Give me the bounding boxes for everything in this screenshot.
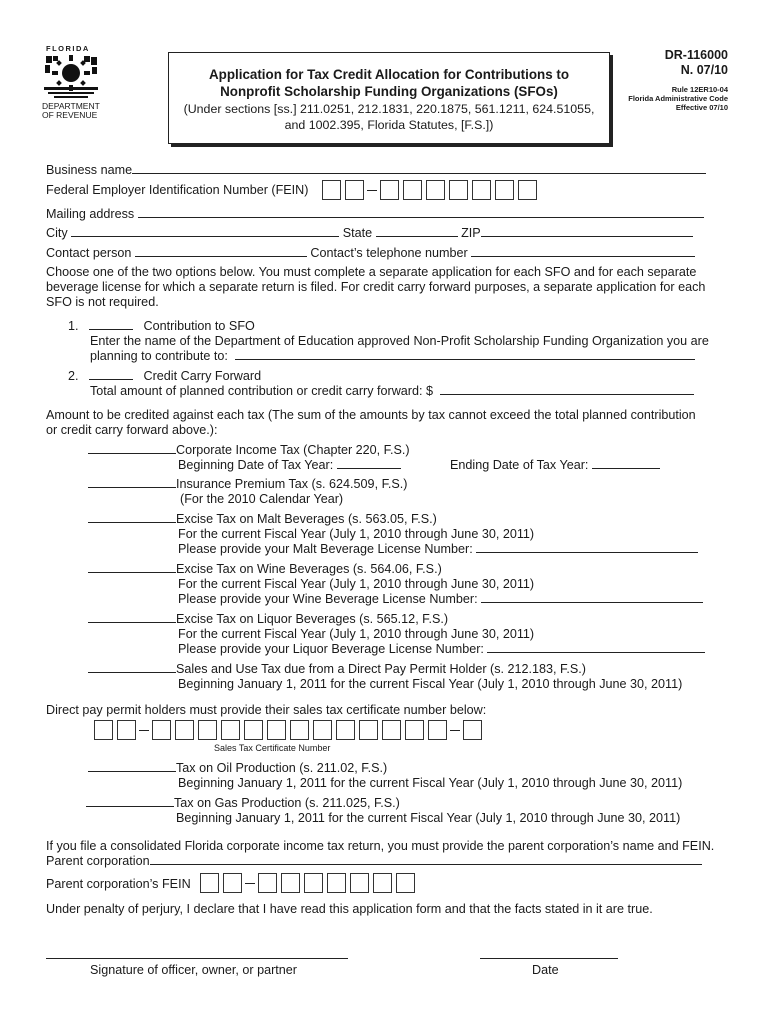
fein-box[interactable] [518,180,537,200]
fein-box[interactable] [495,180,514,200]
amount-intro-line2: or credit carry forward above.): [46,423,218,437]
declaration: Under penalty of perjury, I declare that I have read this application form and that the facts stated in it are true. [46,902,653,916]
option1-number: 1. [68,319,79,333]
parent-fein-box[interactable] [223,873,242,893]
ins-tax-amount-field[interactable] [88,476,176,488]
fein-box[interactable] [345,180,364,200]
wine-fy: For the current Fiscal Year (July 1, 2010 through June 30, 2011) [178,577,535,591]
parent-fein-box[interactable] [258,873,277,893]
option1-desc1: Enter the name of the Department of Education approved Non-Profit Scholarship Funding Organization you are [90,334,709,348]
cert-dash [139,730,149,731]
cert-dash [450,730,460,731]
option2-number: 2. [68,369,79,383]
sales-cert-boxes [94,720,486,740]
gas-tax-row [86,795,400,811]
contact-person-label: Contact person [46,246,132,260]
business-name-row [46,162,706,178]
cert-box[interactable] [313,720,332,740]
effective-date: Effective 07/10 [675,103,728,112]
intro-line3: SFO is not required. [46,295,159,309]
contact-row [46,245,695,261]
contact-phone-field[interactable] [471,245,695,257]
sales-tax-row [88,661,586,677]
logo-florida-text: FLORIDA [46,44,90,53]
parent-fein-dash [245,883,255,884]
zip-label: ZIP [461,226,481,240]
cert-box[interactable] [267,720,286,740]
signature-line[interactable] [46,958,348,959]
parent-name-field[interactable] [150,853,702,865]
cert-box[interactable] [428,720,447,740]
liquor-fy: For the current Fiscal Year (July 1, 2010 through June 30, 2011) [178,627,535,641]
city-field[interactable] [71,225,339,237]
fein-boxes [322,180,541,200]
sfo-name-field[interactable] [235,348,695,360]
mailing-address-row [46,206,704,222]
corp-tax-row [88,442,410,458]
fein-box[interactable] [403,180,422,200]
signature-label: Signature of officer, owner, or partner [90,963,297,977]
option2-check-field[interactable] [89,368,133,380]
fein-box[interactable] [426,180,445,200]
direct-pay-note: Direct pay permit holders must provide their sales tax certificate number below: [46,703,487,717]
malt-tax-amount-field[interactable] [88,511,176,523]
cert-box[interactable] [359,720,378,740]
cert-box[interactable] [463,720,482,740]
cert-box[interactable] [175,720,194,740]
sales-tax-amount-field[interactable] [88,661,176,673]
cert-box[interactable] [290,720,309,740]
malt-license-field[interactable] [476,541,698,553]
logo-revenue-text: OF REVENUE [42,110,98,120]
option2-label: Credit Carry Forward [143,369,262,383]
malt-tax-row [88,511,437,527]
ins-tax-label: Insurance Premium Tax (s. 624.509, F.S.) [176,477,408,491]
logo-department-text: DEPARTMENT [42,101,100,111]
corp-end-label: Ending Date of Tax Year: [450,458,589,472]
date-label: Date [532,963,559,977]
malt-fy: For the current Fiscal Year (July 1, 2010 through June 30, 2011) [178,527,535,541]
parent-name-row [46,853,702,869]
business-name-field[interactable] [132,162,706,174]
parent-fein-box[interactable] [200,873,219,893]
zip-field[interactable] [481,225,693,237]
corp-tax-amount-field[interactable] [88,442,176,454]
business-name-label: Business name [46,163,133,177]
wine-tax-label: Excise Tax on Wine Beverages (s. 564.06, F.S.) [176,562,442,576]
cert-box[interactable] [152,720,171,740]
wine-tax-amount-field[interactable] [88,561,176,573]
admin-code: Florida Administrative Code [628,94,728,103]
form-subtitle-line1: (Under sections [ss.] 211.0251, 212.1831, 220.1875, 561.1211, 624.51055, [183,102,595,116]
cert-box[interactable] [336,720,355,740]
oil-begin: Beginning January 1, 2011 for the current Fiscal Year (July 1, 2010 through June 30, 2011) [178,776,683,790]
corp-begin-label: Beginning Date of Tax Year: [178,458,334,472]
cert-box[interactable] [244,720,263,740]
wine-license-label: Please provide your Wine Beverage License Number: [178,592,478,606]
corp-end-field[interactable] [592,457,660,469]
city-label: City [46,226,68,240]
contact-person-field[interactable] [135,245,307,257]
parent-fein-box[interactable] [373,873,392,893]
mailing-address-label: Mailing address [46,207,135,221]
liquor-license-field[interactable] [487,641,705,653]
fein-box[interactable] [449,180,468,200]
parent-fein-label: Parent corporation’s FEIN [46,877,191,891]
cert-box[interactable] [382,720,401,740]
form-revision: N. 07/10 [680,63,728,77]
option2-row [68,368,261,384]
contact-phone-label: Contact’s telephone number [310,246,468,260]
ins-tax-row [88,476,407,492]
parent-note: If you file a consolidated Florida corporate income tax return, you must provide the parent corporation’s name and FEIN. [46,839,715,853]
corp-tax-label: Corporate Income Tax (Chapter 220, F.S.) [176,443,410,457]
cert-box[interactable] [117,720,136,740]
corp-end-row [450,457,660,473]
liquor-tax-row [88,611,448,627]
gas-tax-label: Tax on Gas Production (s. 211.025, F.S.) [174,796,400,810]
option1-desc2-row [90,348,695,364]
parent-fein-box[interactable] [327,873,346,893]
parent-fein-box[interactable] [350,873,369,893]
cert-box[interactable] [405,720,424,740]
option1-check-field[interactable] [89,318,133,330]
fein-dash [367,190,377,191]
malt-license-label: Please provide your Malt Beverage License Number: [178,542,473,556]
parent-fein-box[interactable] [304,873,323,893]
sales-begin: Beginning January 1, 2011 for the current Fiscal Year (July 1, 2010 through June 30, 2011) [178,677,683,691]
parent-fein-box[interactable] [396,873,415,893]
gas-begin: Beginning January 1, 2011 for the current Fiscal Year (July 1, 2010 through June 30, 2011) [176,811,681,825]
liquor-tax-label: Excise Tax on Liquor Beverages (s. 565.12, F.S.) [176,612,449,626]
sales-cert-caption: Sales Tax Certificate Number [214,743,331,753]
liquor-tax-amount-field[interactable] [88,611,176,623]
liquor-license-label: Please provide your Liquor Beverage License Number: [178,642,484,656]
fein-box[interactable] [380,180,399,200]
form-subtitle-line2: and 1002.395, Florida Statutes, [F.S.]) [284,118,494,132]
fein-box[interactable] [472,180,491,200]
option1-row [68,318,255,334]
wine-tax-row [88,561,442,577]
malt-license-row [178,541,698,557]
cert-box[interactable] [94,720,113,740]
mailing-address-field[interactable] [138,206,704,218]
sun-emblem-icon [42,53,100,99]
malt-tax-label: Excise Tax on Malt Beverages (s. 563.05, F.S.) [176,512,437,526]
parent-name-label: Parent corporation [46,854,150,868]
corp-begin-row [178,457,401,473]
gas-tax-amount-field[interactable] [86,795,174,807]
cert-box[interactable] [198,720,217,740]
form-number: DR-116000 [664,48,728,62]
oil-tax-amount-field[interactable] [88,760,176,772]
amount-intro-line1: Amount to be credited against each tax (The sum of the amounts by tax cannot exceed the total planned contribution [46,408,696,422]
oil-tax-row [88,760,387,776]
form-title-line2: Nonprofit Scholarship Funding Organizations (SFOs) [220,84,558,99]
fein-box[interactable] [322,180,341,200]
parent-fein-box[interactable] [281,873,300,893]
florida-dor-logo [42,44,102,124]
city-state-zip-row [46,225,693,241]
state-field[interactable] [376,225,458,237]
wine-license-field[interactable] [481,591,703,603]
cert-box[interactable] [221,720,240,740]
intro-line1: Choose one of the two options below. You must complete a separate application for each SFO and for each separate [46,265,697,279]
rule-number: Rule 12ER10-04 [671,85,728,94]
option1-desc2: planning to contribute to: [90,349,228,363]
form-title-line1: Application for Tax Credit Allocation for Contributions to [208,67,570,82]
parent-fein-boxes [200,873,419,893]
option2-desc: Total amount of planned contribution or credit carry forward: $ [90,384,434,398]
intro-line2: beverage license for which a separate return is filed. For credit carry forward purposes, a separate application for each [46,280,706,294]
title-box [168,52,610,144]
date-line[interactable] [480,958,618,959]
wine-license-row [178,591,703,607]
option1-label: Contribution to SFO [143,319,255,333]
state-label: State [342,226,373,240]
ins-year: (For the 2010 Calendar Year) [180,492,344,506]
corp-begin-field[interactable] [337,457,401,469]
oil-tax-label: Tax on Oil Production (s. 211.02, F.S.) [176,761,388,775]
carry-forward-amount-field[interactable] [440,383,694,395]
liquor-license-row [178,641,705,657]
sales-tax-label: Sales and Use Tax due from a Direct Pay Permit Holder (s. 212.183, F.S.) [176,662,586,676]
fein-label: Federal Employer Identification Number (FEIN) [46,183,309,197]
option2-desc-row [90,383,694,399]
